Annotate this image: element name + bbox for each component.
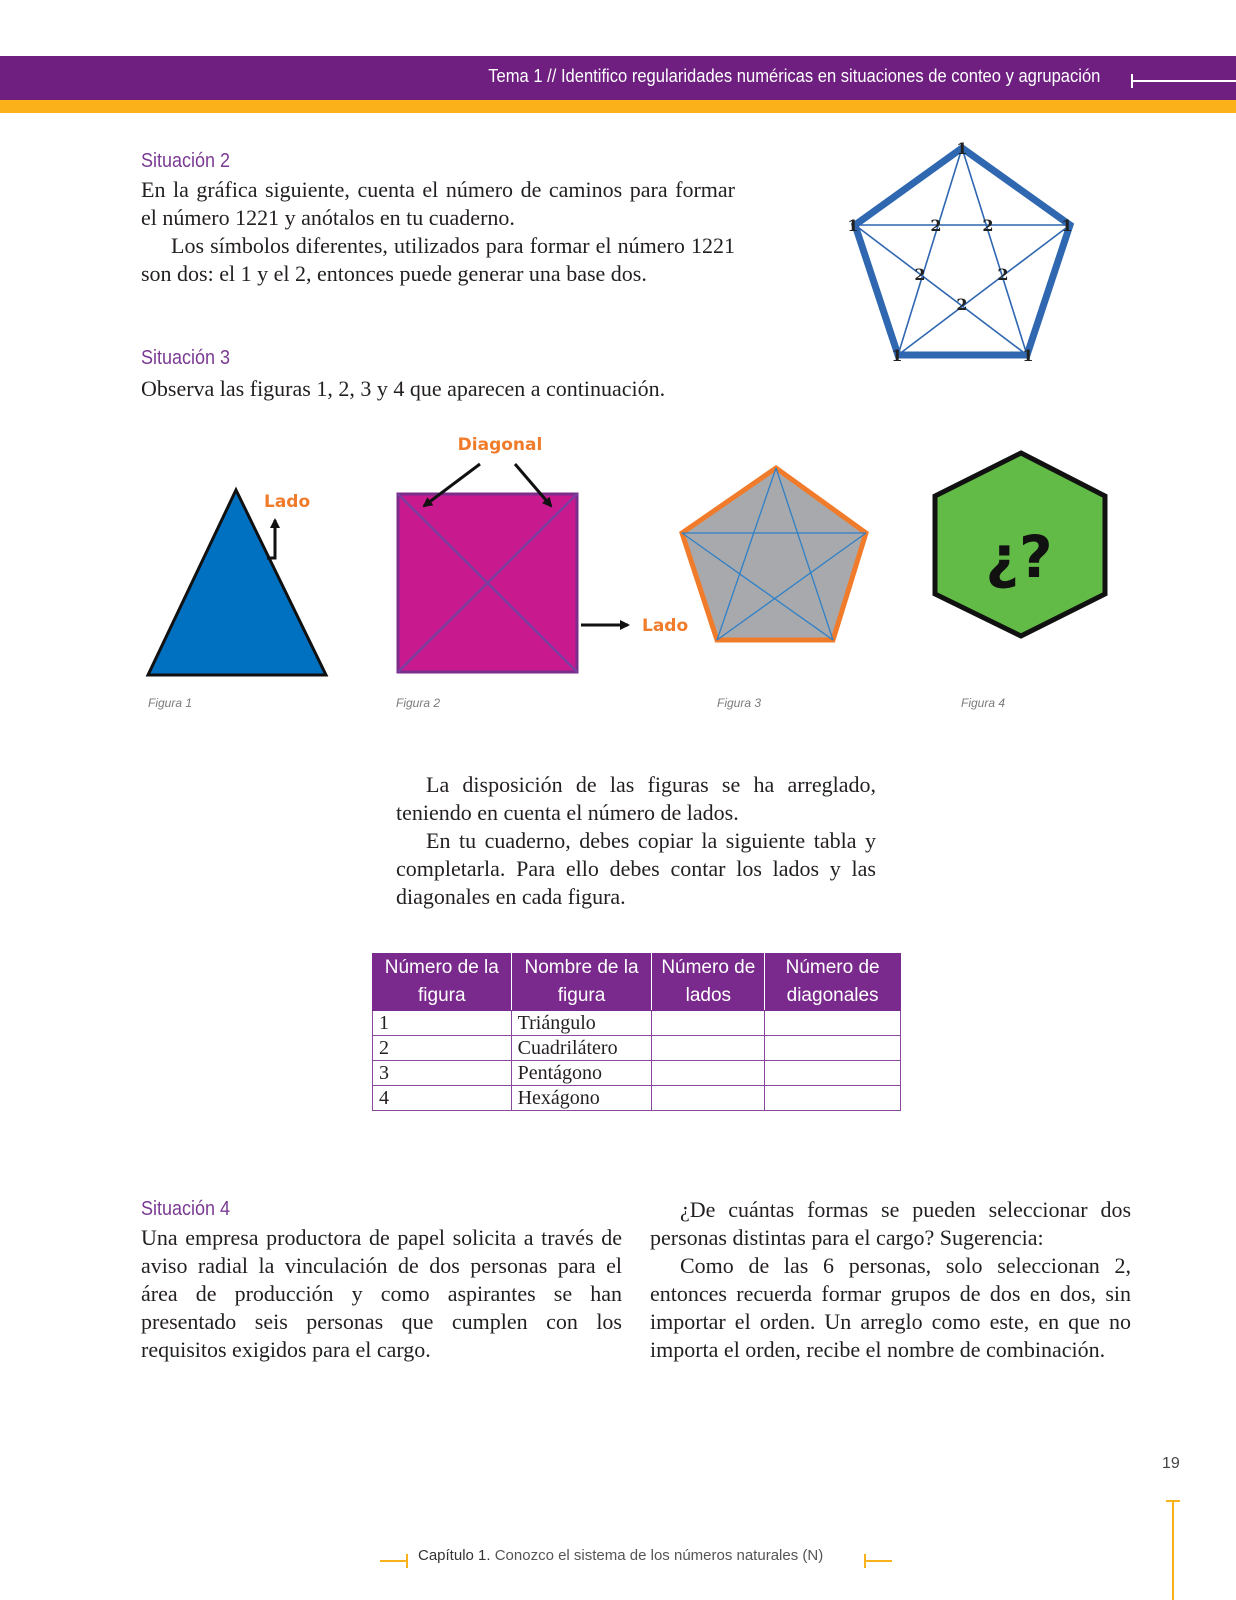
table-cell: 4: [373, 1086, 512, 1111]
graph-label-inner-1: 2: [930, 216, 942, 235]
caption-figure-1: Figura 1: [148, 696, 193, 710]
table-cell: Pentágono: [511, 1061, 652, 1086]
table-cell: [652, 1086, 765, 1111]
figure-3-pentagon: [682, 468, 866, 640]
graph-label-inner-3: 2: [914, 265, 926, 284]
situation-4-left-paragraph: Una empresa productora de papel solicita a través de aviso radial la vinculación de dos personas para el área de producción y como aspirantes se han presentado seis personas que cumplen con los requisitos exigidos para el cargo.: [141, 1225, 622, 1362]
page-side-rule-tick: [1166, 1500, 1180, 1502]
figure-2-square: [398, 494, 577, 672]
graph-label-inner-5: 2: [956, 295, 968, 314]
number-path-graph: [840, 140, 1080, 370]
graph-label-top: 1: [956, 140, 968, 158]
graph-label-inner-4: 2: [997, 265, 1009, 284]
table-cell: [652, 1036, 765, 1061]
lado-label-2: Lado: [642, 616, 689, 636]
table-cell: [765, 1061, 901, 1086]
graph-label-inner-2: 2: [982, 216, 994, 235]
lado-label-1: Lado: [264, 492, 311, 512]
pentagon-outline: [855, 148, 1073, 355]
situation-3-heading: Situación 3: [141, 347, 231, 369]
table-header-cell: Número de diagonales: [765, 954, 901, 1011]
page-side-rule: [1172, 1500, 1174, 1600]
figure-1-triangle: [148, 490, 326, 675]
situation-2-text: [141, 176, 735, 288]
caption-figure-4: Figura 4: [961, 696, 1006, 710]
situation-3-intro: Observa las figuras 1, 2, 3 y 4 que aparecen a continuación.: [141, 376, 666, 401]
footer-rule-left: [380, 1560, 408, 1562]
chapter-topic-title: Tema 1 // Identifico regularidades numéricas en situaciones de conteo y agrupación: [487, 66, 1100, 86]
question-mark-label: ¿?: [985, 523, 1053, 591]
caption-figure-3: Figura 3: [717, 696, 762, 710]
table-cell: [765, 1086, 901, 1111]
footer-rule-right: [864, 1560, 892, 1562]
table-cell: Hexágono: [511, 1086, 652, 1111]
table-cell: [765, 1011, 901, 1036]
table-cell: 2: [373, 1036, 512, 1061]
situation-2-heading: Situación 2: [141, 150, 231, 172]
table-row: [373, 1086, 901, 1111]
table-header-cell: Número de la figura: [373, 954, 512, 1011]
table-cell: Cuadrilátero: [511, 1036, 652, 1061]
table-row: [373, 1011, 901, 1036]
caption-figure-2: Figura 2: [396, 696, 441, 710]
header-accent-stripe: [0, 100, 1236, 113]
graph-label-right: 1: [1061, 216, 1073, 235]
table-row: [373, 1036, 901, 1061]
table-header-cell: Número de lados: [652, 954, 765, 1011]
footer-chapter-label: Capítulo 1.: [418, 1547, 491, 1564]
figures-paragraph-1: La disposición de las figuras se ha arreglado, teniendo en cuenta el número de lados.: [396, 772, 876, 825]
graph-label-left: 1: [847, 216, 859, 235]
footer-chapter-title: Conozco el sistema de los números naturales (N): [494, 1547, 824, 1564]
header-line: [1132, 80, 1236, 82]
situation-4-right-text: [650, 1196, 1131, 1364]
page-number: 19: [1162, 1455, 1180, 1472]
figures-paragraph-2: En tu cuaderno, debes copiar la siguiente tabla y completarla. Para ello debes contar los lados y las diagonales en cada figura.: [396, 828, 876, 909]
footer-chapter: [418, 1547, 823, 1564]
table-cell: 3: [373, 1061, 512, 1086]
situation-2-paragraph-2: Los símbolos diferentes, utilizados para formar el número 1221 son dos: el 1 y el 2, entonces puede generar una base dos.: [141, 233, 735, 286]
figures-row: [130, 430, 1130, 690]
table-cell: 1: [373, 1011, 512, 1036]
situation-2-paragraph-1: En la gráfica siguiente, cuenta el número de caminos para formar el número 1221 y anótalos en tu cuaderno.: [141, 177, 735, 230]
table-cell: [765, 1036, 901, 1061]
table-cell: [652, 1011, 765, 1036]
lado-arrow-1: [267, 520, 275, 558]
diagonal-label: Diagonal: [457, 435, 543, 455]
situation-4-right-paragraph-2: Como de las 6 personas, solo seleccionan 2, entonces recuerda formar grupos de dos en dos, sin importar el orden. Un arreglo como este, en que no importa el orden, recibe el nombre de combinación.: [650, 1253, 1131, 1362]
table-header-cell: Nombre de la figura: [511, 954, 652, 1011]
graph-label-bottom-right: 1: [1022, 346, 1034, 365]
situation-4-right-paragraph-1: ¿De cuántas formas se pueden seleccionar dos personas distintas para el cargo? Sugerencia:: [650, 1197, 1131, 1250]
table-header-row: [373, 954, 901, 1011]
figures-table: [372, 953, 901, 1111]
table-cell: Triángulo: [511, 1011, 652, 1036]
situation-4-heading: Situación 4: [141, 1198, 231, 1220]
graph-label-bottom-left: 1: [891, 346, 903, 365]
figures-explanation: [396, 771, 876, 911]
table-cell: [652, 1061, 765, 1086]
table-row: [373, 1061, 901, 1086]
footer-rule-left-tick: [406, 1554, 408, 1568]
